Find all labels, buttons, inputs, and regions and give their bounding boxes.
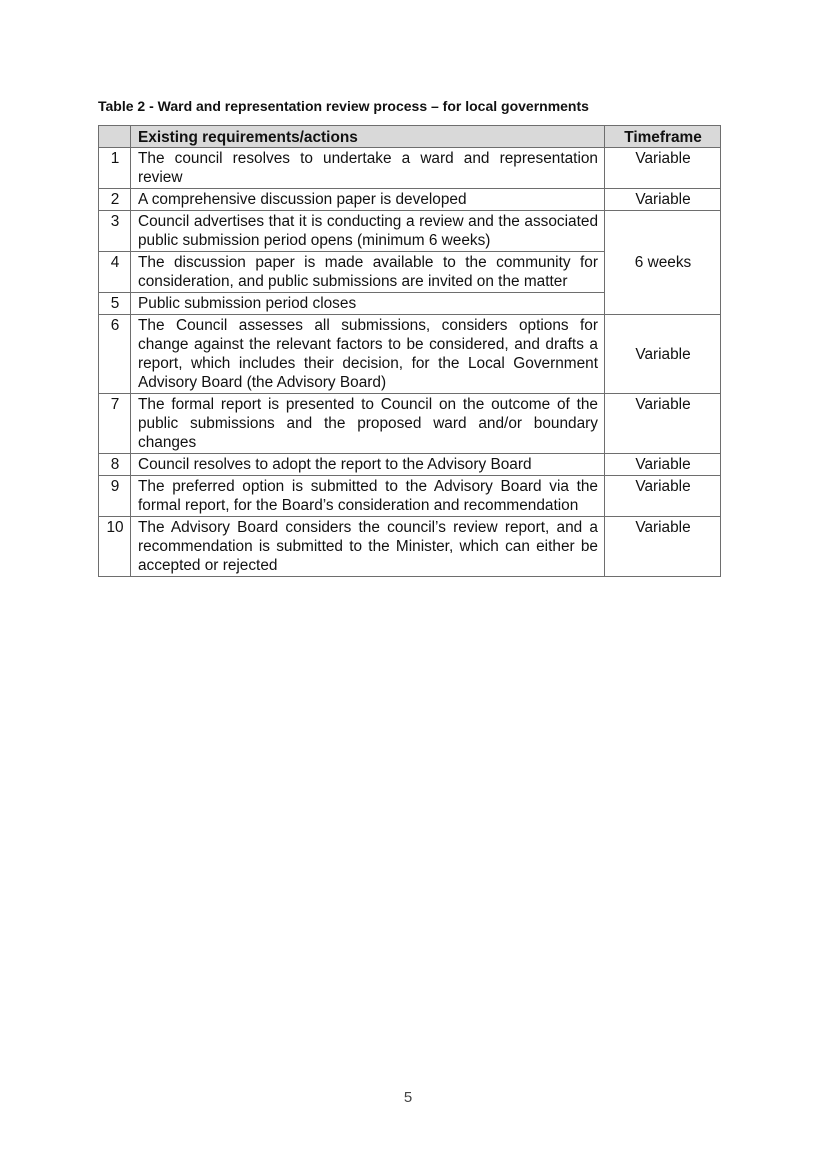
- header-number: [99, 126, 131, 148]
- table-header-row: [99, 126, 721, 148]
- row-action: The formal report is presented to Council on the outcome of the public submissions and the proposed ward and/or boundary changes: [131, 394, 605, 454]
- table-row: [99, 148, 721, 189]
- table-row: [99, 454, 721, 476]
- row-number: 3: [99, 211, 131, 252]
- row-action: The discussion paper is made available to the community for consideration, and public submissions are invited on the matter: [131, 252, 605, 293]
- row-number: 10: [99, 517, 131, 577]
- row-timeframe-merged: 6 weeks: [605, 211, 721, 315]
- row-action: A comprehensive discussion paper is developed: [131, 189, 605, 211]
- table-row: [99, 394, 721, 454]
- row-number: 6: [99, 315, 131, 394]
- row-timeframe: Variable: [605, 517, 721, 577]
- row-timeframe: Variable: [605, 476, 721, 517]
- row-action: The Council assesses all submissions, considers options for change against the relevant factors to be considered, and drafts a report, which includes their decision, for the Local Government Advisory Board (the Advisory Board): [131, 315, 605, 394]
- row-action: The council resolves to undertake a ward and representation review: [131, 148, 605, 189]
- row-timeframe: Variable: [605, 394, 721, 454]
- table-row: [99, 211, 721, 252]
- table-caption: Table 2 - Ward and representation review process – for local governments: [98, 98, 589, 114]
- row-timeframe: Variable: [605, 454, 721, 476]
- page-number: 5: [403, 1089, 413, 1106]
- header-action: Existing requirements/actions: [131, 126, 605, 148]
- row-action: Public submission period closes: [131, 293, 605, 315]
- table-row: [99, 189, 721, 211]
- row-number: 1: [99, 148, 131, 189]
- row-timeframe: Variable: [605, 148, 721, 189]
- header-timeframe: Timeframe: [605, 126, 721, 148]
- row-timeframe: Variable: [605, 189, 721, 211]
- row-number: 4: [99, 252, 131, 293]
- row-action: Council resolves to adopt the report to the Advisory Board: [131, 454, 605, 476]
- row-number: 8: [99, 454, 131, 476]
- row-number: 5: [99, 293, 131, 315]
- review-process-table: [98, 125, 721, 577]
- row-number: 9: [99, 476, 131, 517]
- row-timeframe: Variable: [605, 315, 721, 394]
- row-action: The preferred option is submitted to the Advisory Board via the formal report, for the Board’s consideration and recommendation: [131, 476, 605, 517]
- table-row: [99, 315, 721, 394]
- row-action: The Advisory Board considers the council’s review report, and a recommendation is submitted to the Minister, which can either be accepted or rejected: [131, 517, 605, 577]
- row-number: 7: [99, 394, 131, 454]
- table-row: [99, 517, 721, 577]
- table-row: [99, 476, 721, 517]
- row-number: 2: [99, 189, 131, 211]
- row-action: Council advertises that it is conducting a review and the associated public submission period opens (minimum 6 weeks): [131, 211, 605, 252]
